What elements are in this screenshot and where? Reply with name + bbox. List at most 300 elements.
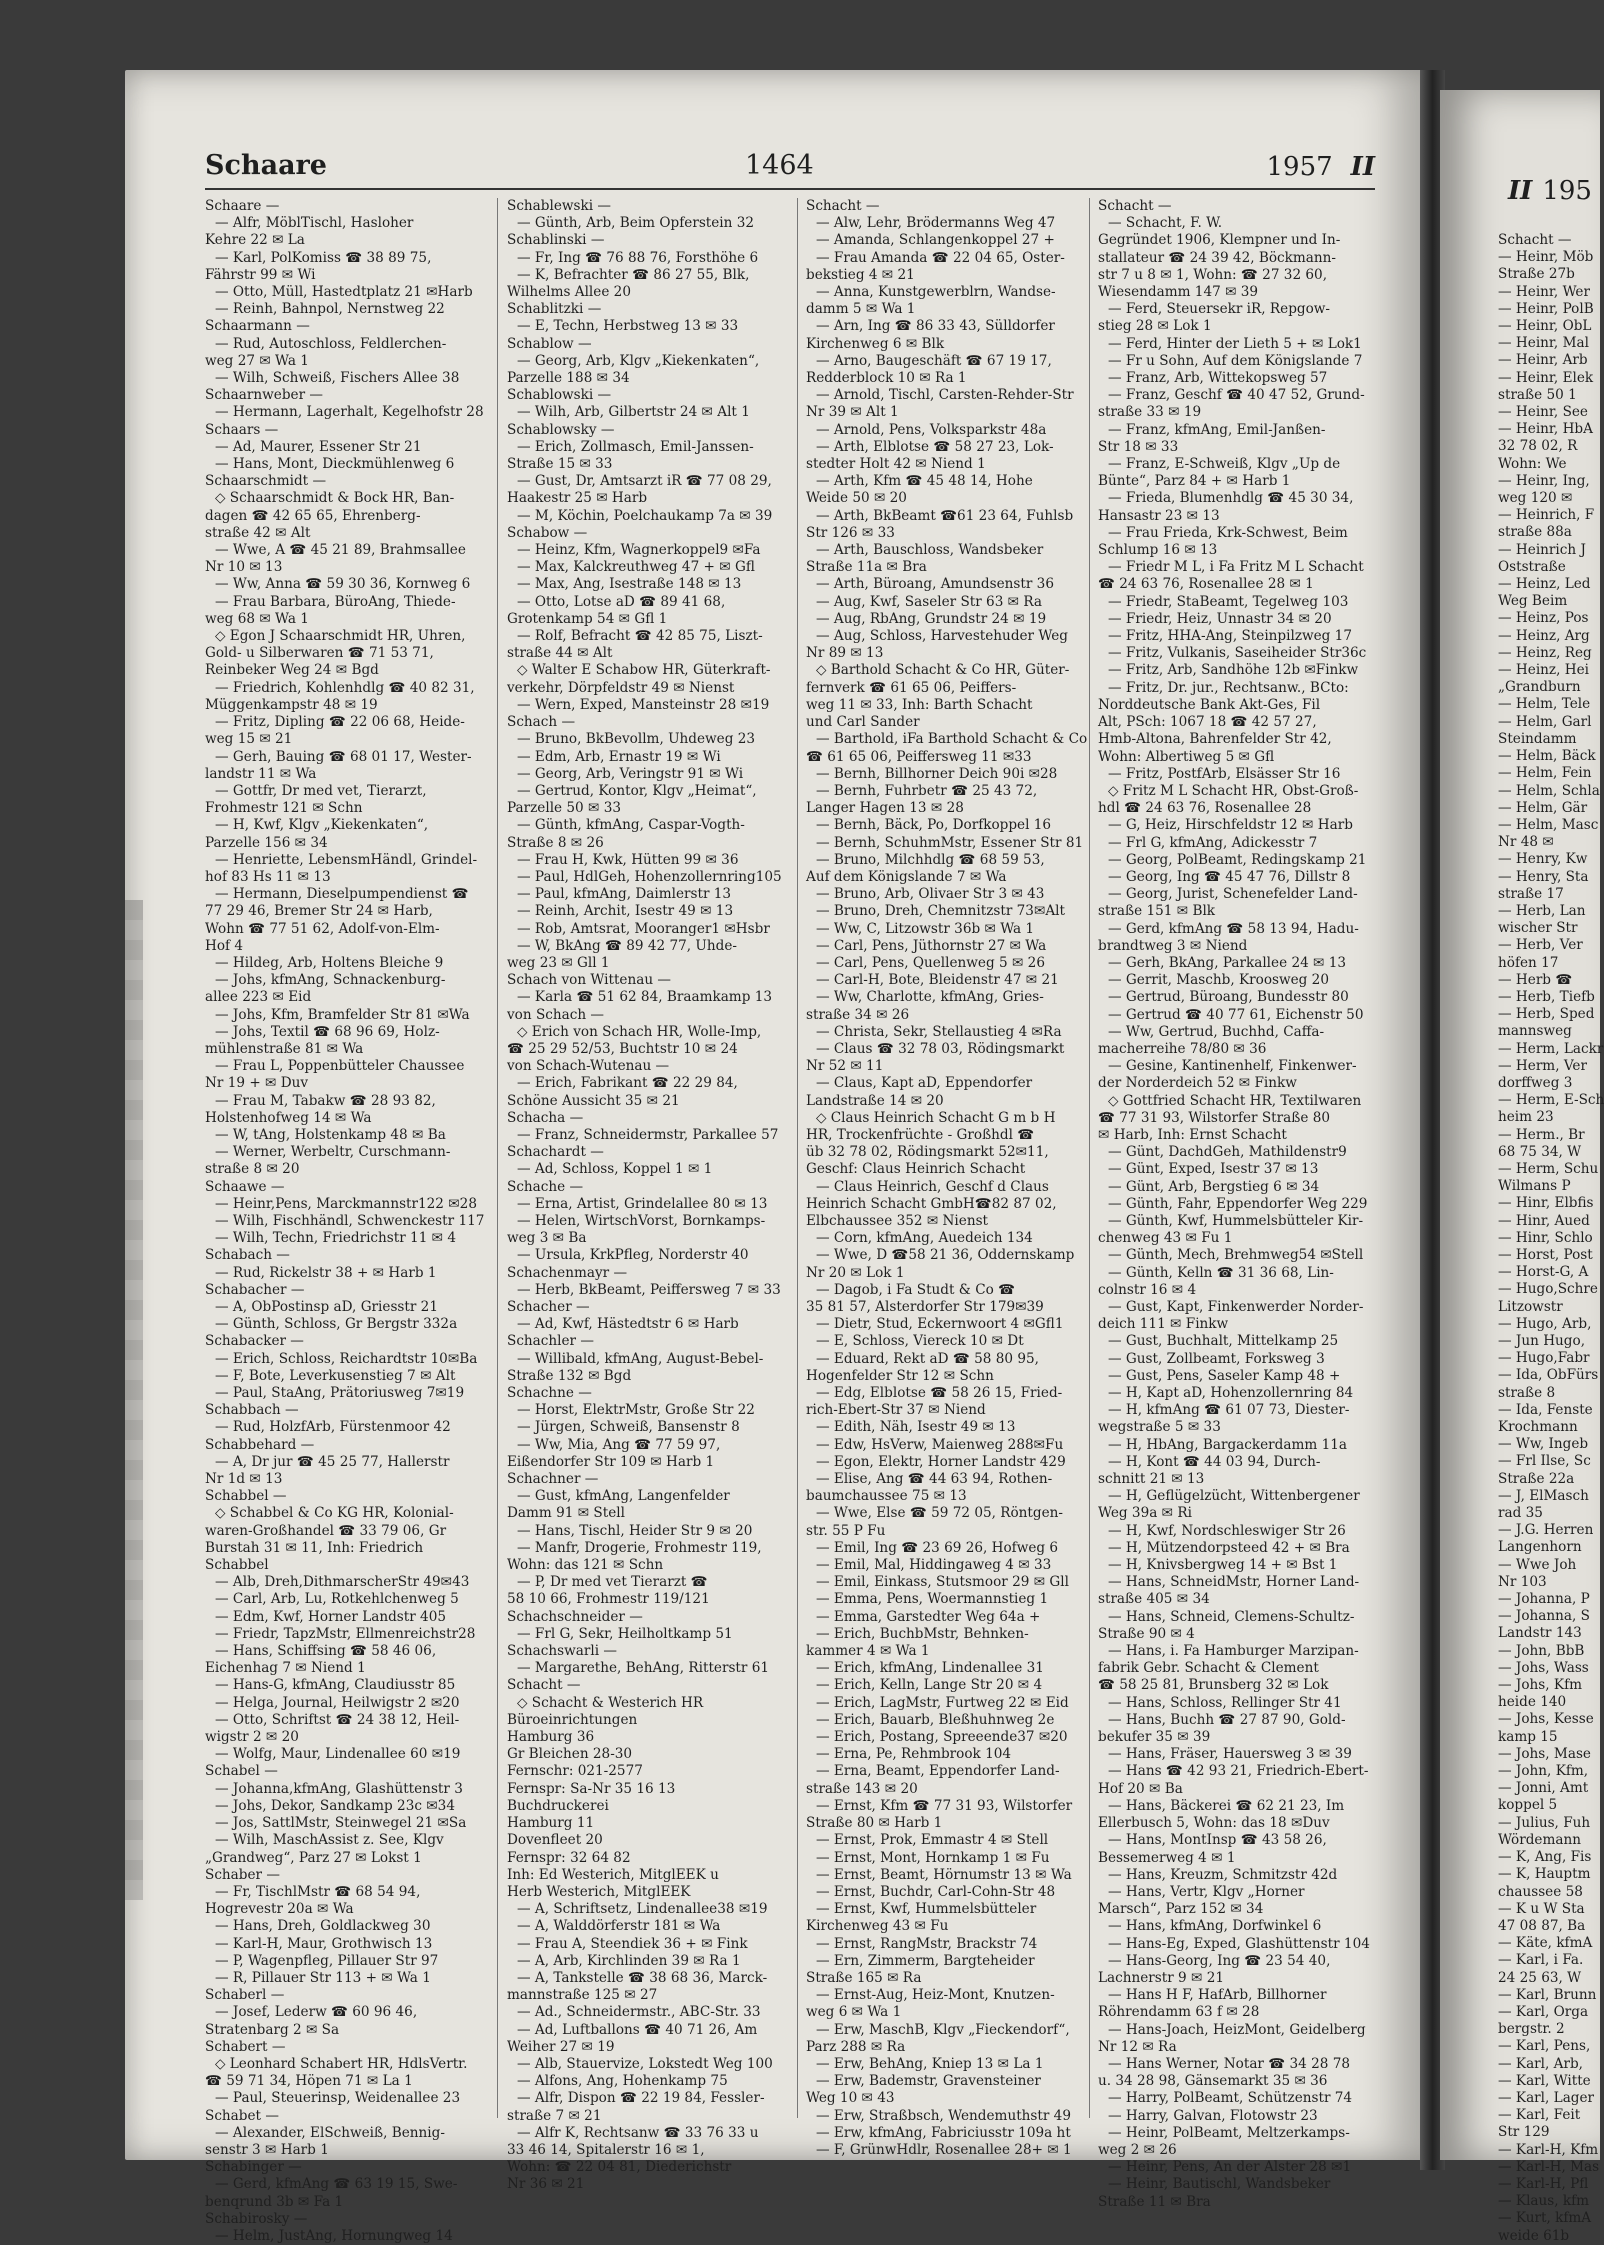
directory-entry: — Hans-Eg, Exped, Glashüttenstr 104 <box>1108 1935 1370 1952</box>
directory-entry: ◇ Erich von Schach HR, Wolle-Imp, <box>517 1023 762 1040</box>
directory-entry: — Harry, Galvan, Flotowstr 23 <box>1108 2107 1318 2124</box>
directory-entry: — Hans ☎ 42 93 21, Friedrich-Ebert- <box>1108 1763 1369 1780</box>
directory-entry: — Heinr, Pens, An der Alster 28 ✉1 <box>1108 2159 1352 2176</box>
directory-entry: — Rud, Rickelstr 38 + ✉ Harb 1 <box>215 1264 437 1281</box>
directory-entry: — Hans, kfmAng, Dorfwinkel 6 <box>1108 1918 1322 1935</box>
directory-entry: — Wolfg, Maur, Lindenallee 60 ✉19 <box>215 1746 461 1763</box>
directory-entry: — A, ObPostinsp aD, Griesstr 21 <box>215 1299 438 1315</box>
directory-entry: — Emil, Einkass, Stutsmoor 29 ✉ Gll <box>816 1574 1069 1591</box>
directory-entry: ◇ Schabbel & Co KG HR, Kolonial- <box>215 1505 454 1522</box>
directory-entry: straße 151 ✉ Blk <box>1098 903 1216 920</box>
directory-entry: — Hugo, Arb, <box>1498 1315 1592 1332</box>
surname-heading: Schablitzki — <box>507 301 602 318</box>
directory-entry: Nr 12 ✉ Ra <box>1098 2038 1177 2055</box>
surname-heading: Schachner — <box>507 1471 599 1488</box>
directory-entry: straße 8 ✉ 20 <box>205 1161 300 1178</box>
directory-entry: Hof 4 <box>205 937 244 954</box>
directory-entry: — Hans, Vertr, Klgv „Horner <box>1108 1883 1305 1900</box>
directory-entry: „Grandburn <box>1498 679 1581 696</box>
directory-entry: — Günt, Exped, Isestr 37 ✉ 13 <box>1108 1161 1319 1178</box>
directory-entry: — Frl Ilse, Sc <box>1498 1453 1591 1470</box>
directory-entry: colnstr 16 ✉ 4 <box>1098 1281 1197 1298</box>
directory-entry: — Hans, Schiffsing ☎ 58 46 06, <box>215 1643 437 1660</box>
directory-entry: Weide 50 ✉ 20 <box>806 490 907 507</box>
year-part <box>1267 152 1376 182</box>
directory-entry: — Karl, Feit <box>1498 2107 1581 2124</box>
directory-entry: — H, Kwf, Klgv „Kiekenkaten“, <box>215 817 429 834</box>
directory-entry: straße 143 ✉ 20 <box>806 1780 918 1797</box>
directory-entry: Wiesendamm 147 ✉ 39 <box>1098 284 1259 301</box>
directory-entry: — Johs, Dekor, Sandkamp 23c ✉34 <box>215 1797 455 1814</box>
directory-entry: ◇ Claus Heinrich Schacht G m b H <box>816 1109 1056 1126</box>
directory-entry: — Bruno, Milchhdlg ☎ 68 59 53, <box>816 851 1045 868</box>
directory-entry: — Karl, Brunn <box>1498 1986 1597 2003</box>
surname-heading: Schabirosky — <box>205 2210 308 2227</box>
directory-entry: Marsch“, Parz 152 ✉ 34 <box>1098 1901 1264 1918</box>
directory-entry: — Günt, DachdGeh, Mathildenstr9 <box>1108 1144 1347 1161</box>
directory-entry: — Wilh, Schweiß, Fischers Allee 38 <box>215 370 460 387</box>
directory-entry: — Gerrit, Maschb, Kroosweg 20 <box>1108 972 1329 989</box>
directory-entry: mühlenstraße 81 ✉ Wa <box>205 1040 364 1057</box>
directory-entry: dorffweg 3 <box>1498 1074 1573 1091</box>
directory-entry: straße 42 ✉ Alt <box>205 524 311 541</box>
directory-entry: — Günth, Fahr, Eppendorfer Weg 229 <box>1108 1195 1368 1212</box>
directory-entry: — Horst-G, A <box>1498 1264 1589 1281</box>
directory-entry: Holstenhofweg 14 ✉ Wa <box>205 1109 372 1126</box>
directory-entry: — Hans, Dreh, Goldlackweg 30 <box>215 1918 431 1935</box>
surname-heading: von Schach — <box>507 1006 605 1023</box>
directory-entry: — Ww, Charlotte, kfmAng, Gries- <box>816 989 1044 1006</box>
directory-entry: — Heinr, Wer <box>1498 283 1590 300</box>
directory-entry: — Frau Barbara, BüroAng, Thiede- <box>215 593 456 610</box>
directory-entry: — Barthold, iFa Barthold Schacht & Co <box>816 731 1088 748</box>
directory-entry: — Alw, Lehr, Brödermanns Weg 47 <box>816 215 1056 232</box>
directory-entry: rad 35 <box>1498 1505 1543 1522</box>
directory-entry: fernverk ☎ 61 65 06, Peiffers- <box>806 679 1017 696</box>
directory-entry: — Hans, MontInsp ☎ 43 58 26, <box>1108 1832 1327 1849</box>
directory-entry: — Rud, Autoschloss, Feldlerchen- <box>215 335 447 352</box>
directory-entry: — Erich, BuchbMstr, Behnken- <box>816 1625 1029 1642</box>
directory-entry: — Alfr, Dispon ☎ 22 19 84, Fessler- <box>517 2090 765 2107</box>
directory-entry: — Max, Ang, Isestraße 148 ✉ 13 <box>517 576 742 593</box>
directory-entry: — K, Befrachter ☎ 86 27 55, Blk, <box>517 266 750 283</box>
directory-entry: — Anna, Kunstgewerblrn, Wandse- <box>816 284 1056 301</box>
directory-entry: — Paul, kfmAng, Daimlerstr 13 <box>517 886 732 903</box>
directory-entry: Schacht — <box>1498 232 1572 248</box>
directory-entry: — Herb, Sped <box>1498 1006 1595 1023</box>
directory-entry: Litzowstr <box>1498 1298 1563 1315</box>
directory-entry: Bünte“, Parz 84 + ✉ Harb 1 <box>1098 473 1291 490</box>
directory-entry: 24 25 63, W <box>1498 1969 1582 1986</box>
directory-entry: höfen 17 <box>1498 954 1559 971</box>
directory-entry: — Gerh, BkAng, Parkallee 24 ✉ 13 <box>1108 954 1347 971</box>
directory-entry: — Emma, Pens, Woermannstieg 1 <box>816 1591 1049 1608</box>
directory-entry: — Friedr M L, i Fa Fritz M L Schacht <box>1108 559 1364 576</box>
surname-heading: Schacht — <box>507 1677 581 1694</box>
surname-heading: Schabacher — <box>205 1281 305 1298</box>
directory-entry: — Gesine, Kantinenhelf, Finkenwer- <box>1108 1058 1357 1075</box>
directory-entry: — Ww, Gertrud, Buchhd, Caffa- <box>1108 1023 1325 1040</box>
directory-entry: — Alfr K, Rechtsanw ☎ 33 76 33 u <box>517 2124 759 2141</box>
directory-column-3 <box>806 198 1088 2158</box>
directory-entry: heide 140 <box>1498 1694 1567 1711</box>
directory-entry: allee 223 ✉ Eid <box>205 989 312 1006</box>
directory-entry: — Erna, Pe, Rehmbrook 104 <box>816 1746 1012 1763</box>
page-number: 1464 <box>745 150 814 181</box>
directory-entry: Str 18 ✉ 33 <box>1098 438 1179 455</box>
directory-entry: ✉ Harb, Inh: Ernst Schacht <box>1098 1126 1287 1143</box>
directory-entry: — Frau H, Kwk, Hütten 99 ✉ 36 <box>517 851 739 868</box>
directory-entry: — Fr, TischlMstr ☎ 68 54 94, <box>215 1883 421 1900</box>
directory-entry: — Otto, Schriftst ☎ 24 38 12, Heil- <box>215 1711 460 1728</box>
directory-entry: Straße 11 ✉ Bra <box>1098 2193 1211 2210</box>
directory-entry: — Friedr, Heiz, Unnastr 34 ✉ 20 <box>1108 610 1332 627</box>
directory-entry: baumchaussee 75 ✉ 13 <box>806 1488 967 1505</box>
directory-entry: — Manfr, Drogerie, Frohmestr 119, <box>517 1539 762 1556</box>
directory-entry: — Fritz, Vulkanis, Saseiheider Str36c <box>1108 645 1367 662</box>
directory-entry: Wilmans P <box>1498 1178 1571 1195</box>
directory-entry: — Helm, Masc <box>1498 816 1599 833</box>
directory-entry: — Ernst, Buchdr, Carl-Cohn-Str 48 <box>816 1883 1056 1900</box>
directory-entry: — Johs, Mase <box>1498 1745 1591 1762</box>
directory-entry: — H, Mützendorpsteed 42 + ✉ Bra <box>1108 1539 1350 1556</box>
directory-entry: — Heinz, Kfm, Wagnerkoppel9 ✉Fa <box>517 542 761 559</box>
directory-entry: — Erich, Fabrikant ☎ 22 29 84, <box>517 1075 738 1092</box>
directory-entry: Bessemerweg 4 ✉ 1 <box>1098 1849 1236 1866</box>
directory-entry: — Herm, E-Sch <box>1498 1092 1604 1109</box>
directory-entry: weg 2 ✉ 26 <box>1098 2141 1177 2158</box>
directory-entry: — Otto, Müll, Hastedtplatz 21 ✉Harb <box>215 284 473 301</box>
directory-entry: — Johs, kfmAng, Schnackenburg- <box>215 972 446 989</box>
directory-entry: ☎ 25 29 52/53, Buchtstr 10 ✉ 24 <box>507 1040 738 1057</box>
surname-heading: Schachardt — <box>507 1144 604 1161</box>
directory-entry: — H, kfmAng ☎ 61 07 73, Diester- <box>1108 1402 1350 1419</box>
directory-entry: Weg 10 ✉ 43 <box>806 2090 895 2107</box>
directory-entry: Str 126 ✉ 33 <box>806 524 895 541</box>
directory-entry: — Aug, RbAng, Grundstr 24 ✉ 19 <box>816 610 1047 627</box>
directory-entry: — Emil, Mal, Hiddingaweg 4 ✉ 33 <box>816 1557 1052 1574</box>
directory-entry: — Karl-H, Mas <box>1498 2158 1600 2175</box>
directory-entry: — Hans, Fräser, Hauersweg 3 ✉ 39 <box>1108 1746 1352 1763</box>
directory-entry: — Helm, Garl <box>1498 713 1592 730</box>
directory-entry: 58 10 66, Frohmestr 119/121 <box>507 1591 710 1608</box>
directory-entry: — Erw, MaschB, Klgv „Fieckendorf“, <box>816 2021 1070 2038</box>
directory-entry: — H, Kwf, Nordschleswiger Str 26 <box>1108 1522 1346 1539</box>
directory-entry: weide 61b <box>1498 2227 1570 2244</box>
directory-entry: str. 55 P Fu <box>806 1522 886 1539</box>
directory-entry: — Amanda, Schlangenkoppel 27 + <box>816 232 1055 249</box>
directory-entry: chenweg 43 ✉ Fu 1 <box>1098 1230 1233 1247</box>
directory-entry: Redderblock 10 ✉ Ra 1 <box>806 370 967 387</box>
directory-entry: Nr 1d ✉ 13 <box>205 1471 283 1488</box>
directory-entry: ☎ 59 71 34, Höpen 71 ✉ La 1 <box>205 2073 413 2090</box>
directory-entry: Weg 39a ✉ Ri <box>1098 1505 1192 1522</box>
directory-entry: — Erich, Postang, Spreeende37 ✉20 <box>816 1729 1068 1746</box>
directory-entry: — Elise, Ang ☎ 44 63 94, Rothen- <box>816 1471 1053 1488</box>
surname-heading: Schaberl — <box>205 1987 285 2004</box>
directory-entry: Weg Beim <box>1498 593 1568 610</box>
directory-entry: Straße 80 ✉ Harb 1 <box>806 1815 943 1832</box>
directory-entry: HR, Trockenfrüchte - Großhdl ☎ <box>806 1126 1035 1143</box>
directory-entry: — A, Schriftsetz, Lindenallee38 ✉19 <box>517 1901 768 1918</box>
directory-entry: — Hermann, Dieselpumpendienst ☎ <box>215 886 469 903</box>
directory-entry: — Fritz, Arb, Sandhöhe 12b ✉Finkw <box>1108 662 1359 679</box>
directory-entry: Lachnerstr 9 ✉ 21 <box>1098 1969 1225 1986</box>
directory-entry: — Hans, SchneidMstr, Horner Land- <box>1108 1574 1360 1591</box>
directory-entry: — Hans H F, HafArb, Billhorner <box>1108 1987 1327 2004</box>
directory-entry: — Bruno, Arb, Olivaer Str 3 ✉ 43 <box>816 886 1045 903</box>
directory-entry: damm 5 ✉ Wa 1 <box>806 301 916 318</box>
directory-entry: schnitt 21 ✉ 13 <box>1098 1471 1205 1488</box>
directory-entry: — Erich, LagMstr, Furtweg 22 ✉ Eid <box>816 1694 1069 1711</box>
directory-entry: — F, GrünwHdlr, Rosenallee 28+ ✉ 1 <box>816 2141 1072 2158</box>
directory-entry: — A, Dr jur ☎ 45 25 77, Hallerstr <box>215 1453 450 1470</box>
directory-entry: „Grandweg“, Parz 27 ✉ Lokst 1 <box>205 1849 422 1866</box>
directory-entry: chaussee 58 <box>1498 1883 1583 1900</box>
directory-entry: rich-Ebert-Str 37 ✉ Niend <box>806 1402 986 1419</box>
directory-entry: — Günth, Kelln ☎ 31 36 68, Lin- <box>1108 1264 1334 1281</box>
directory-entry: straße 8 <box>1498 1384 1556 1401</box>
directory-entry: weg 15 ✉ 21 <box>205 731 293 748</box>
surname-heading: Schablowski — <box>507 387 612 404</box>
directory-entry: — Heinr, Möb <box>1498 249 1594 266</box>
directory-entry: ☎ 24 63 76, Rosenallee 28 ✉ 1 <box>1098 576 1314 593</box>
directory-entry: Ellerbusch 5, Wohn: das 18 ✉Duv <box>1098 1815 1330 1832</box>
directory-entry: straße 34 ✉ 26 <box>806 1006 910 1023</box>
directory-entry: — Georg, Arb, Veringstr 91 ✉ Wi <box>517 765 744 782</box>
directory-entry: bekufer 35 ✉ 39 <box>1098 1729 1211 1746</box>
directory-entry: — W, BkAng ☎ 89 42 77, Uhde- <box>517 937 737 954</box>
directory-entry: — Horst, ElektrMstr, Große Str 22 <box>517 1402 755 1419</box>
directory-entry: Kirchenweg 43 ✉ Fu <box>806 1918 949 1935</box>
directory-entry: — Schacht, F. W. <box>1108 215 1223 232</box>
running-head: Schaare <box>205 150 327 181</box>
directory-entry: Wohn: We <box>1498 455 1567 472</box>
directory-entry: — Carl, Arb, Lu, Rotkehlchenweg 5 <box>215 1591 459 1608</box>
surname-heading: Schabow — <box>507 524 588 541</box>
directory-entry: Norddeutsche Bank Akt-Ges, Fil <box>1098 696 1321 713</box>
directory-entry: — J.G. Herren <box>1498 1522 1594 1539</box>
surname-heading: Schach — <box>507 714 576 731</box>
surname-heading: Schabbach — <box>205 1402 299 1419</box>
directory-entry: straße 50 1 <box>1498 386 1577 403</box>
directory-entry: Hogrevestr 20a ✉ Wa <box>205 1901 354 1918</box>
surname-heading: Schabbehard — <box>205 1436 315 1453</box>
directory-entry: — Werner, Werbeltr, Curschmann- <box>215 1144 451 1161</box>
directory-entry: Frohmestr 121 ✉ Schn <box>205 800 363 817</box>
directory-entry: — H, HbAng, Bargackerdamm 11a <box>1108 1436 1347 1453</box>
directory-entry: — Herb, Lan <box>1498 902 1586 919</box>
part-number: II <box>1350 152 1375 182</box>
directory-entry: — H, Geflügelzücht, Wittenbergener <box>1108 1488 1360 1505</box>
directory-entry: Auf dem Königslande 7 ✉ Wa <box>806 868 1007 885</box>
directory-entry: — J, ElMasch <box>1498 1487 1589 1504</box>
directory-entry: — Jürgen, Schweiß, Bansenstr 8 <box>517 1419 740 1436</box>
directory-entry: — Herb, Tiefb <box>1498 988 1595 1005</box>
directory-entry: Weiher 27 ✉ 19 <box>507 2038 615 2055</box>
directory-entry: Oststraße <box>1498 558 1566 575</box>
directory-entry: straße 88a <box>1498 524 1572 541</box>
directory-entry: Herb Westerich, MitglEEK <box>507 1883 691 1900</box>
directory-entry: — Heinz, Led <box>1498 576 1591 593</box>
surname-heading: Schaarnweber — <box>205 387 323 404</box>
directory-entry: — K, Hauptm <box>1498 1866 1591 1883</box>
directory-entry: Wohn ☎ 77 51 62, Adolf-von-Elm- <box>205 920 440 937</box>
directory-entry: — Herm., Br <box>1498 1126 1585 1143</box>
directory-entry: — E, Schloss, Viereck 10 ✉ Dt <box>816 1333 1024 1350</box>
directory-entry: weg 11 ✉ 33, Inh: Barth Schacht <box>806 696 1033 713</box>
directory-column-1 <box>205 198 485 2244</box>
directory-entry: — Ww, Mia, Ang ☎ 77 59 97, <box>517 1436 721 1453</box>
directory-entry: straße 44 ✉ Alt <box>507 645 613 662</box>
directory-entry: — Heinr, HbA <box>1498 421 1593 438</box>
directory-entry: — Arth, Büroang, Amundsenstr 36 <box>816 576 1054 593</box>
directory-entry: Müggenkampstr 48 ✉ 19 <box>205 696 378 713</box>
directory-entry: 68 75 34, W <box>1498 1143 1582 1160</box>
directory-entry: Elbchaussee 352 ✉ Nienst <box>806 1212 989 1229</box>
directory-entry: — Horst, Post <box>1498 1246 1593 1263</box>
directory-entry: — Gertrud, Kontor, Klgv „Heimat“, <box>517 782 757 799</box>
directory-entry: und Carl Sander <box>806 714 920 731</box>
directory-entry: — A, Arb, Kirchlinden 39 ✉ Ra 1 <box>517 1952 741 1969</box>
directory-entry: Schlump 16 ✉ 13 <box>1098 542 1218 559</box>
directory-entry: — Kurt, kfmA <box>1498 2210 1592 2227</box>
directory-entry: Nr 52 ✉ 11 <box>806 1058 884 1075</box>
directory-entry: Wohn: das 121 ✉ Schn <box>507 1557 664 1574</box>
directory-entry: — R, Pillauer Str 113 + ✉ Wa 1 <box>215 1969 431 1986</box>
directory-entry: — W, tAng, Holstenkamp 48 ✉ Ba <box>215 1126 446 1143</box>
directory-entry: — Hildeg, Arb, Holtens Bleiche 9 <box>215 954 444 971</box>
directory-entry: — Karl, Lager <box>1498 2089 1595 2106</box>
directory-entry: 35 81 57, Alsterdorfer Str 179✉39 <box>806 1299 1044 1315</box>
directory-entry: — Reinh, Archit, Isestr 49 ✉ 13 <box>517 903 734 920</box>
directory-entry: Hof 20 ✉ Ba <box>1098 1780 1183 1797</box>
directory-entry: wischer Str <box>1498 920 1578 937</box>
directory-entry: — Heinz, Reg <box>1498 644 1592 661</box>
year: 1957 <box>1266 152 1333 182</box>
directory-entry: — Edg, Elblotse ☎ 58 26 15, Fried- <box>816 1385 1063 1402</box>
directory-entry: — Erna, Artist, Grindelallee 80 ✉ 13 <box>517 1195 768 1212</box>
directory-entry: brandtweg 3 ✉ Niend <box>1098 937 1248 954</box>
directory-entry: — Ww, Anna ☎ 59 30 36, Kornweg 6 <box>215 576 471 593</box>
directory-entry: — F, Bote, Leverkusenstieg 7 ✉ Alt <box>215 1367 456 1384</box>
directory-entry: ◇ Leonhard Schabert HR, HdlsVertr. <box>215 2055 468 2072</box>
directory-entry: — Erich, Kelln, Lange Str 20 ✉ 4 <box>816 1677 1043 1694</box>
directory-entry: — Alfons, Ang, Hohenkamp 75 <box>517 2073 728 2090</box>
directory-entry: — Arth, BkBeamt ☎61 23 64, Fuhlsb <box>816 507 1074 524</box>
directory-entry: — Claus, Kapt aD, Eppendorfer <box>816 1075 1033 1092</box>
directory-entry: — Hans, Schneid, Clemens-Schultz- <box>1108 1608 1355 1625</box>
surname-heading: Schabel — <box>205 1763 278 1780</box>
directory-entry: — K u W Sta <box>1498 1900 1585 1917</box>
directory-entry: Inh: Ed Westerich, MitglEEK u <box>507 1866 719 1883</box>
surname-heading: Schabert — <box>205 2038 286 2055</box>
directory-entry: — P, Wagenpfleg, Pillauer Str 97 <box>215 1952 439 1969</box>
directory-entry: — Herm, Schu <box>1498 1160 1599 1177</box>
directory-entry: weg 120 ✉ <box>1498 490 1573 507</box>
directory-entry: — Karl, Orga <box>1498 2003 1589 2020</box>
directory-entry: ◇ Fritz M L Schacht HR, Obst-Groß- <box>1108 782 1359 799</box>
directory-entry: — Rud, HolzfArb, Fürstenmoor 42 <box>215 1419 451 1436</box>
directory-entry: wigstr 2 ✉ 20 <box>205 1729 299 1746</box>
directory-entry: — Frau M, Tabakw ☎ 28 93 82, <box>215 1092 436 1109</box>
directory-entry: Hamburg 11 <box>507 1815 595 1832</box>
directory-column-2 <box>507 198 785 2193</box>
directory-entry: — Carl-H, Bote, Bleidenstr 47 ✉ 21 <box>816 972 1059 989</box>
directory-entry: Wohn: ☎ 22 04 81, Diederichstr <box>507 2159 732 2176</box>
directory-entry: 47 08 87, Ba <box>1498 1917 1586 1934</box>
directory-entry: Steindamm <box>1498 730 1577 747</box>
surname-heading: Schacha — <box>507 1109 584 1126</box>
directory-entry: — Hans-Georg, Ing ☎ 23 54 40, <box>1108 1952 1331 1969</box>
directory-entry: — Gerh, Bauing ☎ 68 01 17, Wester- <box>215 748 472 765</box>
directory-entry: — Heinr, See <box>1498 404 1588 421</box>
directory-entry: — Heinr, Arb <box>1498 352 1588 369</box>
directory-entry: hdl ☎ 24 63 76, Rosenallee 28 <box>1098 800 1312 817</box>
surname-heading: Schachschneider — <box>507 1608 643 1625</box>
directory-entry: Nr 103 <box>1498 1573 1547 1590</box>
directory-entry: Eißendorfer Str 109 ✉ Harb 1 <box>507 1453 715 1470</box>
directory-entry: Heinrich Schacht GmbH☎82 87 02, <box>806 1195 1057 1212</box>
directory-entry: Straße 132 ✉ Bgd <box>507 1367 632 1384</box>
directory-entry: — Hermann, Lagerhalt, Kegelhofstr 28 <box>215 404 484 421</box>
directory-entry: stieg 28 ✉ Lok 1 <box>1098 318 1212 335</box>
directory-entry: — Julius, Fuh <box>1498 1814 1591 1831</box>
directory-entry: — Karla ☎ 51 62 84, Braamkamp 13 <box>517 989 773 1006</box>
directory-entry: Fernschr: 021-2577 <box>507 1763 643 1780</box>
directory-entry: — Herb, Ver <box>1498 937 1583 954</box>
directory-entry: koppel 5 <box>1498 1797 1558 1814</box>
surname-heading: von Schach-Wutenau — <box>507 1058 670 1075</box>
directory-entry: — H, Kapt aD, Hohenzollernring 84 <box>1108 1385 1354 1402</box>
directory-entry: — Dietr, Stud, Eckernwoort 4 ✉Gfl1 <box>816 1316 1064 1333</box>
directory-entry: straße 7 ✉ 21 <box>507 2107 602 2124</box>
directory-entry: — Friedr, StaBeamt, Tegelweg 103 <box>1108 593 1349 610</box>
page-header <box>205 148 1375 190</box>
surname-heading: Schachswarli — <box>507 1643 617 1660</box>
directory-entry: — Josef, Lederw ☎ 60 96 46, <box>215 2004 418 2021</box>
directory-entry: — P, Dr med vet Tierarzt ☎ <box>517 1574 708 1591</box>
directory-entry: — Helen, WirtschVorst, Bornkamps- <box>517 1212 766 1229</box>
directory-entry: — Gust, Pens, Saseler Kamp 48 + <box>1108 1367 1341 1384</box>
directory-entry: ◇ Egon J Schaarschmidt HR, Uhren, <box>215 628 466 645</box>
directory-entry: — Gust, Buchhalt, Mittelkamp 25 <box>1108 1333 1339 1350</box>
directory-entry: — Ad, Luftballons ☎ 40 71 26, Am <box>517 2021 758 2038</box>
directory-entry: bergstr. 2 <box>1498 2021 1565 2038</box>
directory-entry: — Wilh, Techn, Friedrichstr 11 ✉ 4 <box>215 1230 457 1247</box>
directory-entry: Nr 89 ✉ 13 <box>806 645 884 662</box>
directory-entry: Straße 15 ✉ 33 <box>507 456 613 473</box>
directory-entry: — Friedrich, Kohlenhdlg ☎ 40 82 31, <box>215 679 475 696</box>
directory-entry: ☎ 58 25 81, Brunsberg 32 ✉ Lok <box>1098 1677 1329 1694</box>
directory-entry: — Heinr, Bautischl, Wandsbeker <box>1108 2176 1331 2193</box>
directory-entry: — Johs, Wass <box>1498 1659 1589 1676</box>
directory-entry: — Johanna,kfmAng, Glashüttenstr 3 <box>215 1780 463 1797</box>
directory-entry: — Wwe, A ☎ 45 21 89, Brahmsallee <box>215 542 466 559</box>
directory-entry: — Henry, Kw <box>1498 851 1588 868</box>
directory-entry: — Ferd, Hinter der Lieth 5 + ✉ Lok1 <box>1108 335 1362 352</box>
directory-entry: — Hugo,Schre <box>1498 1281 1598 1298</box>
directory-entry: — Emil, Ing ☎ 23 69 26, Hofweg 6 <box>816 1539 1059 1556</box>
directory-entry: — Edw, HsVerw, Maienweg 288✉Fu <box>816 1436 1064 1453</box>
directory-entry: — Gust, Kapt, Finkenwerder Norder- <box>1108 1299 1364 1315</box>
directory-entry: — Herb ☎ <box>1498 971 1573 988</box>
directory-entry: straße 405 ✉ 34 <box>1098 1591 1210 1608</box>
directory-entry: deich 111 ✉ Finkw <box>1098 1316 1229 1333</box>
directory-entry: Straße 27b <box>1498 266 1575 283</box>
directory-entry: Fernspr: 32 64 82 <box>507 1849 631 1866</box>
directory-entry: — Hans, Bäckerei ☎ 62 21 23, Im <box>1108 1797 1345 1814</box>
